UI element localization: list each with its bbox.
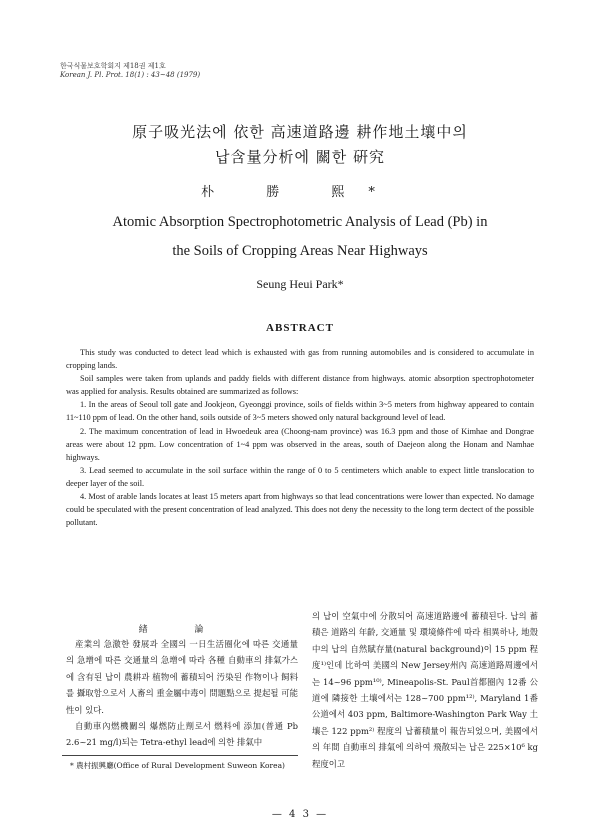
abstract-paragraph: 4. Most of arable lands locates at least 15 meters apart from highways so that lead concentrations were lower than expected. No damage could be speculated with the present concentration of lead analyzed. This does not deny the necessity to the long term dectect of the possible pollutant. <box>66 492 534 528</box>
introduction-heading: 緖 論 <box>138 625 226 635</box>
title-korean-line2: 납含量分析에 關한 硏究 <box>214 148 385 166</box>
footnote: * 農村振興廳(Office of Rural Development Suweon Korea) <box>70 761 285 770</box>
abstract-paragraph: This study was conducted to detect lead which is exhausted with gas from running automobiles and is considered to accumulate in cropping lands. <box>66 348 534 371</box>
body-paragraph: 産業의 急激한 發展과 全國의 一日生活圈化에 따른 交通量의 急增에 따른 交通量의 急增에 따라 各種 自動車의 排氣가스에 含有된 납이 農耕과 植物에 蓄積되어 汚染된 作物이나 飼料를 攝取함으로서 人畜의 重金屬中毒이 問題點으로 提起될 可能性이 있다. <box>66 639 298 715</box>
abstract-heading: ABSTRACT <box>266 322 334 334</box>
title-english-line1: Atomic Absorption Spectrophotometric Analysis of Lead (Pb) in <box>112 214 488 230</box>
body-paragraph: 自動車內燃機關의 爆燃防止劑로서 燃料에 添加(普通 Pb 2.6~21 mg/l)되는 Tetra-ethyl lead에 의한 排氣中 <box>66 721 298 748</box>
journal-name-korean: 한국식물보호학회지 제18권 제1호 <box>60 62 166 70</box>
right-column <box>312 608 538 772</box>
author-korean: 朴 勝 熙* <box>201 185 399 200</box>
left-column <box>66 625 298 751</box>
author-english: Seung Heui Park* <box>256 277 344 291</box>
abstract-paragraph: Soil samples were taken from uplands and paddy fields with different distance from highways. atomic absorption spectrophotometer was applied for analysis. Results obtained are summarized as follows: <box>66 374 534 397</box>
title-korean-line1: 原子吸光法에 依한 高速道路邊 耕作地土壤中의 <box>132 123 468 141</box>
body-paragraph: 의 납이 空氣中에 分散되어 高速道路邊에 蓄積된다. 납의 蓄積은 道路의 年齡, 交通量 및 環境條件에 따라 相異하나, 地殼中의 납의 自然賦存量(natural background)이 15 ppm 程度¹⁾인데 比하여 美國의 New Jersey州內 高速道路周邊에서는 14~96 ppm¹⁰⁾, Mineapolis-St. Paul首都圈內 12番 公道에 隣接한 土壤에서는 128~700 ppm¹²⁾, Maryland 1番 公道에서 403 ppm, Baltimore-Washington Park Way 土壤은 122 ppm²⁾ 程度의 납蓄積量이 報告되었으며, 美國에서의 年間 自動車의 排氣에 의하여 飛散되는 납은 225×10⁶ kg 程度이고 <box>312 611 538 769</box>
journal-citation <box>60 62 200 80</box>
abstract-body <box>66 346 534 529</box>
footnote-divider <box>62 755 298 756</box>
abstract-paragraph: 1. In the areas of Seoul toll gate and Jookjeon, Gyeonggi province, soils of fields within 3~5 meters from highway appeared to contain 11~110 ppm of lead. On the other hand, soils outside of 3~5 meters showed only natural background level of lead. <box>66 400 534 423</box>
page-number: — 4 3 — <box>271 809 329 820</box>
journal-name-english: Korean J. Pl. Prot. 18(1) : 43~48 (1979) <box>60 71 201 79</box>
abstract-paragraph: 2. The maximum concentration of lead in Hwoedeuk area (Choong-nam province) was 16.3 ppm and those of Kimhae and Dongrae areas were about 12 ppm. Low concentration of 1~4 ppm was observed in the areas, south of Daejeon along the Honam and Namhae highways. <box>66 426 534 462</box>
title-english-line2: the Soils of Cropping Areas Near Highways <box>172 243 428 259</box>
abstract-paragraph: 3. Lead seemed to accumulate in the soil surface within the range of 0 to 5 centimeters which anable to expect little translocation to deeper layer of the soil. <box>66 465 534 488</box>
